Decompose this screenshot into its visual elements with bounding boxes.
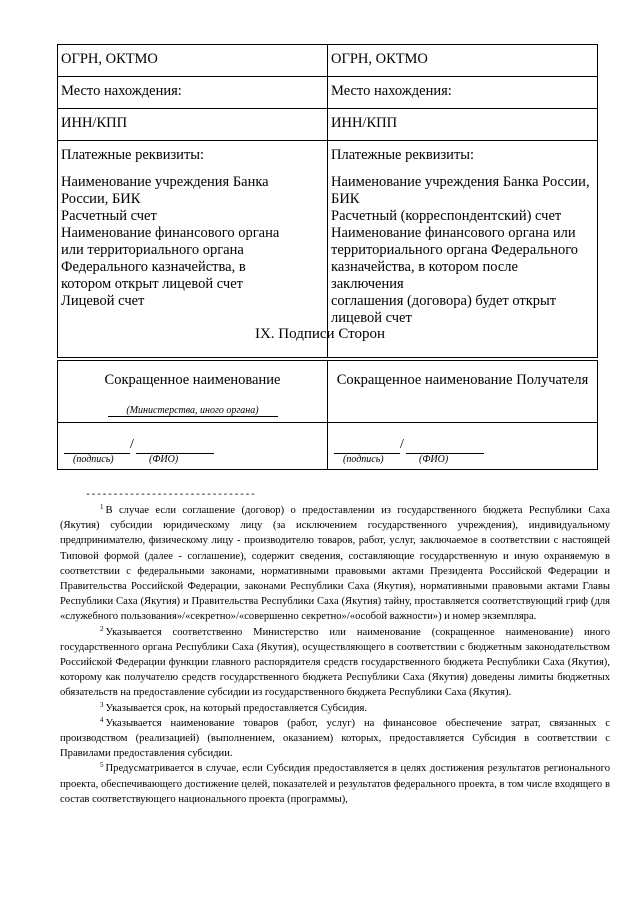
- footnote-number: 3: [100, 700, 104, 709]
- footnote-number: 2: [100, 624, 104, 633]
- payment-line: или территориального органа: [61, 242, 244, 258]
- payment-line: лицевой счет: [331, 310, 412, 326]
- address-left: Место нахождения:: [58, 77, 328, 109]
- table-row: [58, 423, 598, 470]
- section-title: IX. Подписи Сторон: [254, 326, 386, 342]
- payment-line: Лицевой счет: [61, 293, 145, 309]
- signature-caption: (подпись): [73, 454, 114, 465]
- requisites-table: [57, 44, 598, 358]
- signature-caption: (подпись): [343, 454, 384, 465]
- signature-block: [329, 424, 596, 468]
- slash: /: [130, 437, 134, 452]
- payment-details-left: [58, 141, 328, 358]
- table-row: [58, 45, 598, 77]
- payment-line: Наименование финансового органа или: [331, 225, 576, 241]
- table-row: [58, 361, 598, 423]
- right-party-heading: Сокращенное наименование Получателя: [336, 372, 589, 388]
- footnote: [60, 701, 610, 716]
- inn-kpp-right: ИНН/КПП: [328, 109, 598, 141]
- left-party-heading: Сокращенное наименование: [104, 372, 281, 388]
- payment-line: соглашения (договора) будет открыт: [331, 293, 557, 309]
- footnote-number: 5: [100, 761, 104, 770]
- payment-line: территориального органа Федерального: [331, 242, 579, 258]
- payment-line: БИК: [331, 191, 360, 207]
- payment-line: Расчетный (корреспондентский) счет: [331, 208, 562, 224]
- footnote: [60, 716, 610, 762]
- payment-line: Наименование учреждения Банка России,: [331, 174, 590, 190]
- footnote: [60, 761, 610, 807]
- fio-caption: (ФИО): [419, 454, 449, 465]
- footnote-text: Указывается наименование товаров (работ, услуг) на финансовое обеспечение затрат, связанных с производством (реализацией) (выполнением, оказанием) которых, предоставляется Субсидия в соответствии с Правилами предоставления субсидии.: [60, 717, 610, 760]
- table-row: [58, 141, 598, 358]
- payment-line: котором открыт лицевой счет: [61, 276, 243, 292]
- payment-line: Расчетный счет: [61, 208, 157, 224]
- footnote-text: Указывается срок, на который предоставляется Субсидия.: [105, 702, 368, 714]
- left-party-note: (Министерства, иного органа): [126, 405, 259, 416]
- slash: /: [400, 437, 404, 452]
- table-row: [58, 109, 598, 141]
- signature-header-left: [58, 361, 328, 423]
- signature-line: [64, 441, 130, 454]
- inn-kpp-left: ИНН/КПП: [58, 109, 328, 141]
- payment-title: Платежные реквизиты:: [61, 147, 205, 163]
- payment-details-right: [328, 141, 598, 358]
- signature-header-right: [328, 361, 598, 423]
- payment-line: Федерального казначейства, в: [61, 259, 246, 275]
- fio-line: [136, 441, 214, 454]
- payment-title: Платежные реквизиты:: [331, 147, 475, 163]
- footnotes: [60, 503, 610, 807]
- fio-caption: (ФИО): [149, 454, 179, 465]
- table-row: [58, 77, 598, 109]
- note-line: [108, 416, 278, 417]
- fio-line: [406, 441, 484, 454]
- address-right: Место нахождения:: [328, 77, 598, 109]
- signature-block: [59, 424, 326, 468]
- footnote-separator: -------------------------------: [85, 490, 256, 501]
- footnote: [60, 625, 610, 701]
- signature-cell-right: [328, 423, 598, 470]
- ogrn-oktmo-left: ОГРН, ОКТМО: [58, 45, 328, 77]
- footnote-number: 4: [100, 715, 104, 724]
- ogrn-oktmo-right: ОГРН, ОКТМО: [328, 45, 598, 77]
- footnote-text: В случае если соглашение (договор) о предоставлении из государственного бюджета Республики Саха (Якутия) субсидии юридическому лицу (за исключением государственного учреждения), индивидуальному предпринимателю, физическому лицу - производителю товаров, работ, услуг, заключаемое в соответствии с настоящей Типовой формой (далее - соглашение), содержит сведения, составляющие государственную и иную охраняемую в соответствии с федеральными законами, нормативными правовыми актами Президента Российской Федерации и Правительства Российской Федерации, законами Республики Саха (Якутия), нормативными правовыми актами Главы Республики Саха (Якутия) и Правительства Республики Саха (Якутия) тайну, проставляется соответствующий гриф (для «служебного пользования»/«секретно»/«совершенно секретно»/«особой важности») и номер экземпляра.: [60, 505, 610, 623]
- signature-cell-left: [58, 423, 328, 470]
- payment-line: Наименование финансового органа: [61, 225, 280, 241]
- signatures-table: [57, 360, 598, 470]
- payment-line: казначейства, в котором после заключения: [331, 259, 518, 292]
- footnote-text: Указывается соответственно Министерство или наименование (сокращенное наименование) иного государственного органа Республики Саха (Якутия), осуществляющего в соответствии с бюджетным законодательством Российской Федерации функции главного распорядителя средств государственного бюджета Республики Саха (Якутия), которому как получателю средств государственного бюджета Республики Саха (Якутия) доведены лимиты бюджетных обязательств на предоставление субсидии из государственного бюджета Республики Саха (Якутия).: [60, 626, 610, 699]
- payment-line: Наименование учреждения Банка: [61, 174, 269, 190]
- footnote-text: Предусматривается в случае, если Субсидия предоставляется в целях достижения результатов регионального проекта, обеспечивающего достижение целей, показателей и результатов федерального проекта, в том числе входящего в состав соответствующего национального проекта (программы),: [60, 763, 610, 805]
- footnote: [60, 503, 610, 625]
- footnote-number: 1: [100, 503, 104, 511]
- signature-line: [334, 441, 400, 454]
- payment-line: России, БИК: [61, 191, 141, 207]
